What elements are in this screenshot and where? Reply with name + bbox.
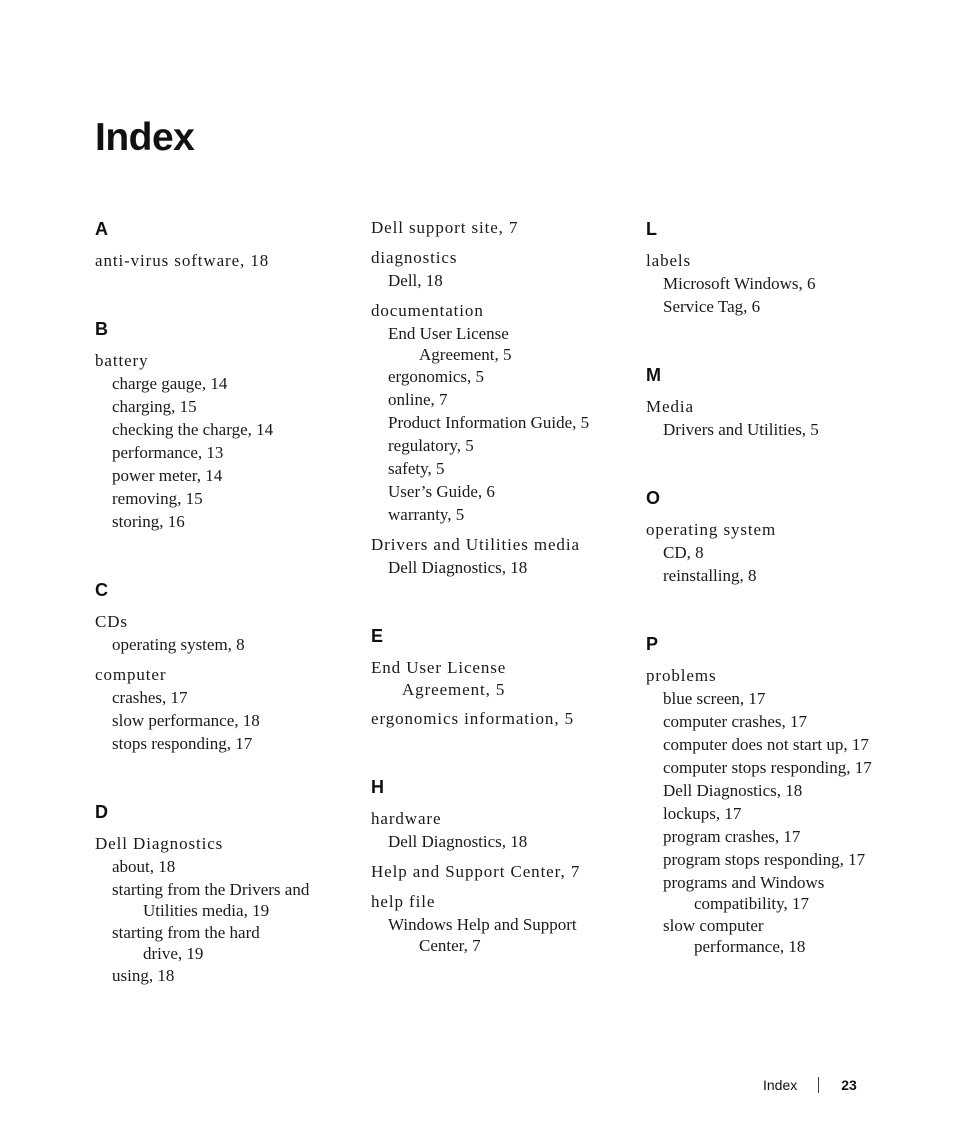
index-term: documentation — [371, 301, 484, 320]
footer-section-label: Index — [763, 1077, 798, 1093]
index-term: Media — [646, 397, 694, 416]
index-subterm: charging, 15 — [112, 397, 197, 416]
index-term: operating system — [646, 520, 777, 539]
index-subterm: about, 18 — [112, 857, 176, 876]
index-subterm-line: starting from the hard — [112, 923, 260, 942]
index-term: Help and Support Center, 7 — [371, 862, 581, 881]
index-subterm: Dell, 18 — [388, 271, 443, 290]
index-term — [371, 656, 621, 700]
index-term: diagnostics — [371, 248, 458, 267]
index-term: help file — [371, 892, 436, 911]
index-subterm — [371, 914, 621, 956]
section-letter-p: P — [646, 634, 659, 654]
index-subterm: Service Tag, 6 — [663, 297, 761, 316]
index-subterm: online, 7 — [388, 390, 448, 409]
index-subterm: performance, 13 — [112, 443, 224, 462]
index-subterm-continuation: compatibility, 17 — [694, 894, 810, 913]
index-term: battery — [95, 351, 149, 370]
index-subterm: User’s Guide, 6 — [388, 482, 495, 501]
section-letter-m: M — [646, 365, 661, 385]
index-subterm-line: End User License — [388, 324, 509, 343]
section-letter-e: E — [371, 626, 384, 646]
index-term: hardware — [371, 809, 442, 828]
section-letter-l: L — [646, 219, 657, 239]
index-subterm: storing, 16 — [112, 512, 185, 531]
page-title: Index — [95, 116, 195, 159]
index-subterm: safety, 5 — [388, 459, 445, 478]
index-subterm: blue screen, 17 — [663, 689, 766, 708]
index-subterm: charge gauge, 14 — [112, 374, 228, 393]
index-subterm: reinstalling, 8 — [663, 566, 757, 585]
index-subterm: computer stops responding, 17 — [663, 758, 872, 777]
index-term: computer — [95, 665, 167, 684]
index-subterm: CD, 8 — [663, 543, 704, 562]
index-subterm: program stops responding, 17 — [663, 850, 866, 869]
index-subterm: computer does not start up, 17 — [663, 735, 869, 754]
index-term-line: End User License — [371, 658, 507, 677]
index-subterm: stops responding, 17 — [112, 734, 253, 753]
index-term: ergonomics information, 5 — [371, 709, 575, 728]
index-subterm: program crashes, 17 — [663, 827, 801, 846]
index-subterm — [646, 872, 906, 914]
section-letter-a: A — [95, 219, 108, 239]
index-subterm: Dell Diagnostics, 18 — [388, 558, 528, 577]
index-subterm-line: Windows Help and Support — [388, 915, 577, 934]
index-subterm: using, 18 — [112, 966, 175, 985]
index-term: Dell Diagnostics — [95, 834, 224, 853]
index-subterm: crashes, 17 — [112, 688, 188, 707]
index-term: anti-virus software, 18 — [95, 251, 270, 270]
index-term: CDs — [95, 612, 128, 631]
index-subterm: power meter, 14 — [112, 466, 223, 485]
index-subterm: Dell Diagnostics, 18 — [388, 832, 528, 851]
index-subterm: Microsoft Windows, 6 — [663, 274, 816, 293]
page-footer — [763, 1077, 857, 1093]
index-term: problems — [646, 666, 717, 685]
index-subterm-line: starting from the Drivers and — [112, 880, 310, 899]
index-subterm: regulatory, 5 — [388, 436, 474, 455]
index-term: Dell support site, 7 — [371, 218, 519, 237]
index-subterm-line: slow computer — [663, 916, 764, 935]
index-term: Drivers and Utilities media — [371, 535, 580, 554]
index-subterm-line: programs and Windows — [663, 873, 825, 892]
index-subterm-continuation: Center, 7 — [419, 936, 481, 955]
index-subterm — [371, 323, 621, 365]
index-subterm — [95, 922, 345, 964]
index-subterm: operating system, 8 — [112, 635, 245, 654]
index-subterm-continuation: performance, 18 — [694, 937, 806, 956]
index-column-2 — [371, 216, 621, 956]
index-term-continuation: Agreement, 5 — [402, 680, 506, 699]
index-subterm-continuation: Utilities media, 19 — [143, 901, 270, 920]
index-column-3 — [646, 216, 906, 957]
index-subterm: ergonomics, 5 — [388, 367, 485, 386]
index-subterm — [646, 915, 906, 957]
section-letter-o: O — [646, 488, 661, 508]
index-subterm: Dell Diagnostics, 18 — [663, 781, 803, 800]
index-subterm: warranty, 5 — [388, 505, 465, 524]
index-subterm: Drivers and Utilities, 5 — [663, 420, 819, 439]
section-letter-b: B — [95, 319, 108, 339]
index-subterm-continuation: Agreement, 5 — [419, 345, 512, 364]
page-number: 23 — [841, 1077, 857, 1093]
index-subterm: checking the charge, 14 — [112, 420, 274, 439]
index-subterm: Product Information Guide, 5 — [388, 413, 590, 432]
index-column-1 — [95, 216, 345, 987]
index-subterm — [95, 879, 345, 921]
section-letter-h: H — [371, 777, 384, 797]
index-term: labels — [646, 251, 692, 270]
index-subterm: lockups, 17 — [663, 804, 742, 823]
footer-divider — [818, 1077, 819, 1093]
index-subterm-continuation: drive, 19 — [143, 944, 204, 963]
index-subterm: computer crashes, 17 — [663, 712, 807, 731]
index-subterm: removing, 15 — [112, 489, 203, 508]
section-letter-c: C — [95, 580, 108, 600]
index-subterm: slow performance, 18 — [112, 711, 260, 730]
section-letter-d: D — [95, 802, 108, 822]
